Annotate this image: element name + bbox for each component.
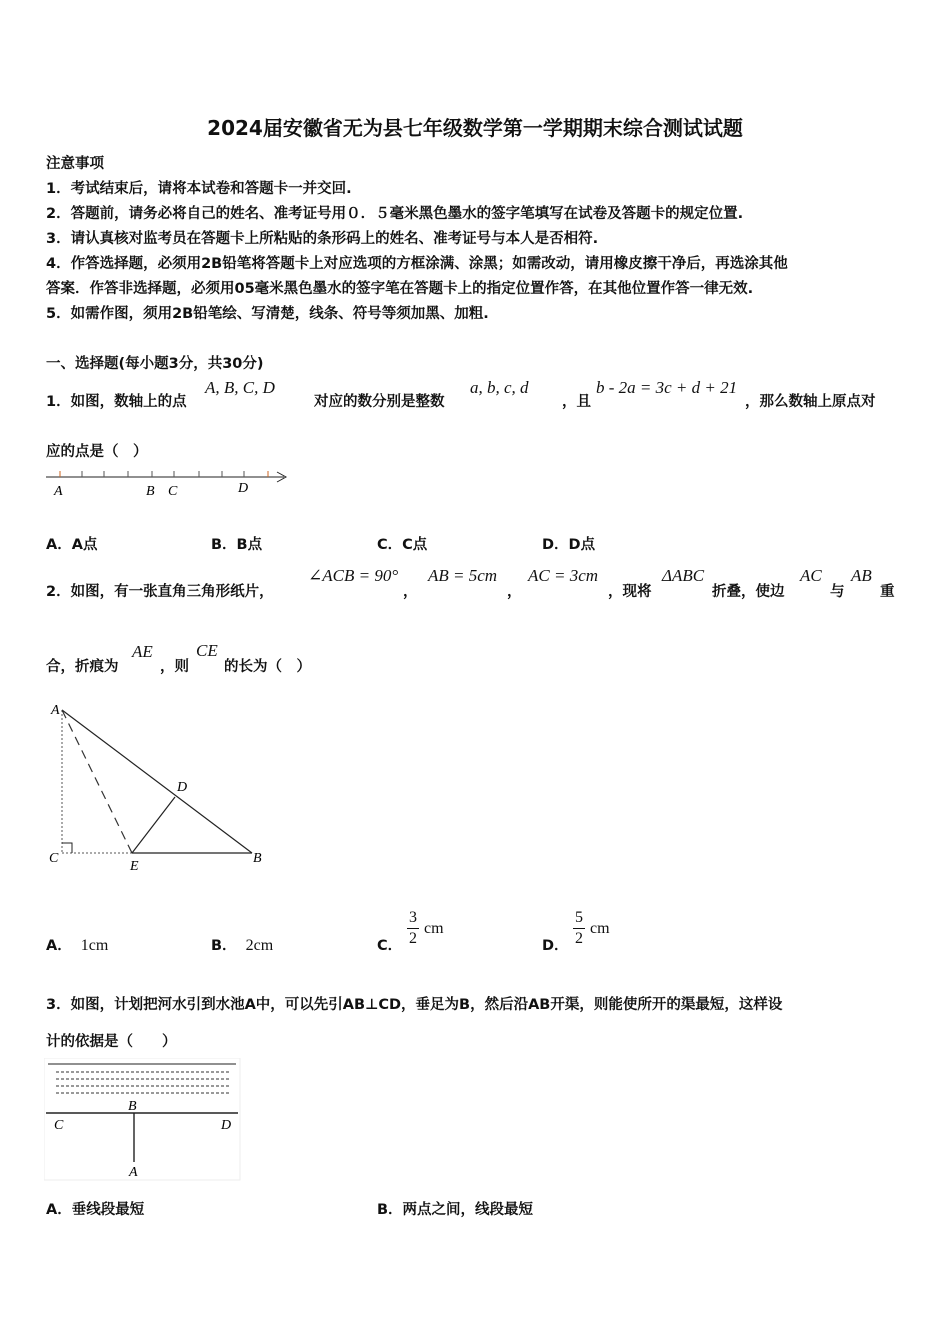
q1-option-b[interactable]: B．B点 xyxy=(211,537,263,553)
q1-equation: b - 2a = 3c + d + 21 xyxy=(596,378,738,397)
q2-option-b[interactable] xyxy=(211,934,273,955)
q1-text-part3: ，且 xyxy=(562,394,591,410)
q2-line2-c: 的长为（ ） xyxy=(224,659,311,675)
q3-option-b[interactable]: B．两点之间，线段最短 xyxy=(377,1202,534,1218)
river-label-d: D xyxy=(221,1118,232,1133)
vertex-label-c: C xyxy=(49,851,59,866)
notice-item: 5．如需作图，须用2B铅笔绘、写清楚，线条、符号等须加黑、加粗. xyxy=(46,306,489,322)
q2-option-c-unit: cm xyxy=(424,920,444,937)
q2-option-d-numerator: 5 xyxy=(573,908,585,929)
q2-ac-length: AC = 3cm xyxy=(528,566,599,585)
q2-option-c[interactable]: C． xyxy=(377,938,403,954)
section-heading: 一、选择题(每小题3分，共30分) xyxy=(46,356,264,372)
q1-text-part4: ，那么数轴上原点对 xyxy=(745,394,876,410)
q1-text-part2: 对应的数分别是整数 xyxy=(314,394,445,410)
point-label-c: C xyxy=(168,484,178,499)
q2-option-d-fraction xyxy=(573,908,585,949)
notice-item: 4．作答选择题，必须用2B铅笔将答题卡上对应选项的方框涂满、涂黑；如需改动，请用橡皮擦干净后，再选涂其他 xyxy=(46,256,788,272)
q1-option-c[interactable]: C．C点 xyxy=(377,537,428,553)
q2-edge-ab: AB xyxy=(851,566,872,585)
vertex-label-e: E xyxy=(130,859,139,874)
river-label-c: C xyxy=(54,1118,64,1133)
q3-text-line1: 3．如图，计划把河水引到水池A中，可以先引AB⊥CD，垂足为B，然后沿AB开渠，则能使所开的渠最短，这样设 xyxy=(46,997,783,1013)
q2-option-c-denominator: 2 xyxy=(409,930,417,947)
q2-text-part3: 折叠，使边 xyxy=(712,584,785,600)
q2-option-d[interactable]: D． xyxy=(542,938,569,954)
pool-label-a: A xyxy=(129,1165,138,1180)
q2-option-b-value: 2cm xyxy=(245,937,274,954)
notice-item: 3．请认真核对监考员在答题卡上所粘贴的条形码上的姓名、准考证号与本人是否相符. xyxy=(46,231,599,247)
q2-sep1: ， xyxy=(403,584,418,600)
q2-option-a-value: 1cm xyxy=(80,937,109,954)
q2-option-d-unit: cm xyxy=(590,920,610,937)
q2-line2-b: ，则 xyxy=(160,659,189,675)
river-figure xyxy=(44,1058,244,1182)
number-line-figure xyxy=(44,464,294,500)
notice-item: 答案．作答非选择题，必须用05毫米黑色墨水的签字笔在答题卡上的指定位置作答，在其他位置作答一律无效. xyxy=(46,281,754,297)
q2-option-b-label: B． xyxy=(211,938,237,954)
q2-sep2: ， xyxy=(507,584,522,600)
q2-option-a[interactable] xyxy=(46,934,108,955)
q2-line2-a: 合，折痕为 xyxy=(46,659,119,675)
q2-text-part5: 重 xyxy=(880,584,895,600)
q1-text-line2: 应的点是（ ） xyxy=(46,444,148,460)
q1-option-d[interactable]: D．D点 xyxy=(542,537,596,553)
page-title: 2024届安徽省无为县七年级数学第一学期期末综合测试试题 xyxy=(207,116,743,140)
q1-integers-math: a, b, c, d xyxy=(470,378,529,397)
q2-edge-ac: AC xyxy=(800,566,822,585)
q2-option-c-numerator: 3 xyxy=(407,908,419,929)
q2-crease-ae: AE xyxy=(132,642,153,661)
q2-option-c-fraction xyxy=(407,908,419,949)
q2-option-a-label: A． xyxy=(46,938,72,954)
point-label-a: A xyxy=(54,484,63,499)
notice-item: 2．答题前，请务必将自己的姓名、准考证号用０．５毫米黑色墨水的签字笔填写在试卷及答题卡的规定位置. xyxy=(46,206,744,222)
q1-points-math: A, B, C, D xyxy=(205,378,275,397)
q1-option-a[interactable]: A．A点 xyxy=(46,537,98,553)
q2-text-part2: ，现将 xyxy=(608,584,652,600)
q2-option-d-denominator: 2 xyxy=(575,930,583,947)
notice-heading: 注意事项 xyxy=(46,156,104,172)
notice-item: 1．考试结束后，请将本试卷和答题卡一并交回. xyxy=(46,181,352,197)
q2-segment-ce: CE xyxy=(196,641,218,660)
q2-ab-length: AB = 5cm xyxy=(428,566,498,585)
q2-text-part1: 2．如图，有一张直角三角形纸片， xyxy=(46,584,274,600)
q2-text-part4: 与 xyxy=(830,584,845,600)
q3-text-line2: 计的依据是（ ） xyxy=(46,1034,177,1050)
point-label-d: D xyxy=(238,481,249,496)
point-label-b: B xyxy=(146,484,155,499)
q2-angle: ∠ACB = 90° xyxy=(308,566,399,585)
triangle-figure xyxy=(44,696,274,878)
vertex-label-d: D xyxy=(177,780,188,795)
river-label-b: B xyxy=(128,1099,137,1114)
q3-option-a[interactable]: A．垂线段最短 xyxy=(46,1202,145,1218)
q2-triangle: ΔABC xyxy=(662,566,705,585)
vertex-label-a: A xyxy=(51,703,60,718)
vertex-label-b: B xyxy=(253,851,262,866)
q1-text-part1: 1．如图，数轴上的点 xyxy=(46,394,187,410)
